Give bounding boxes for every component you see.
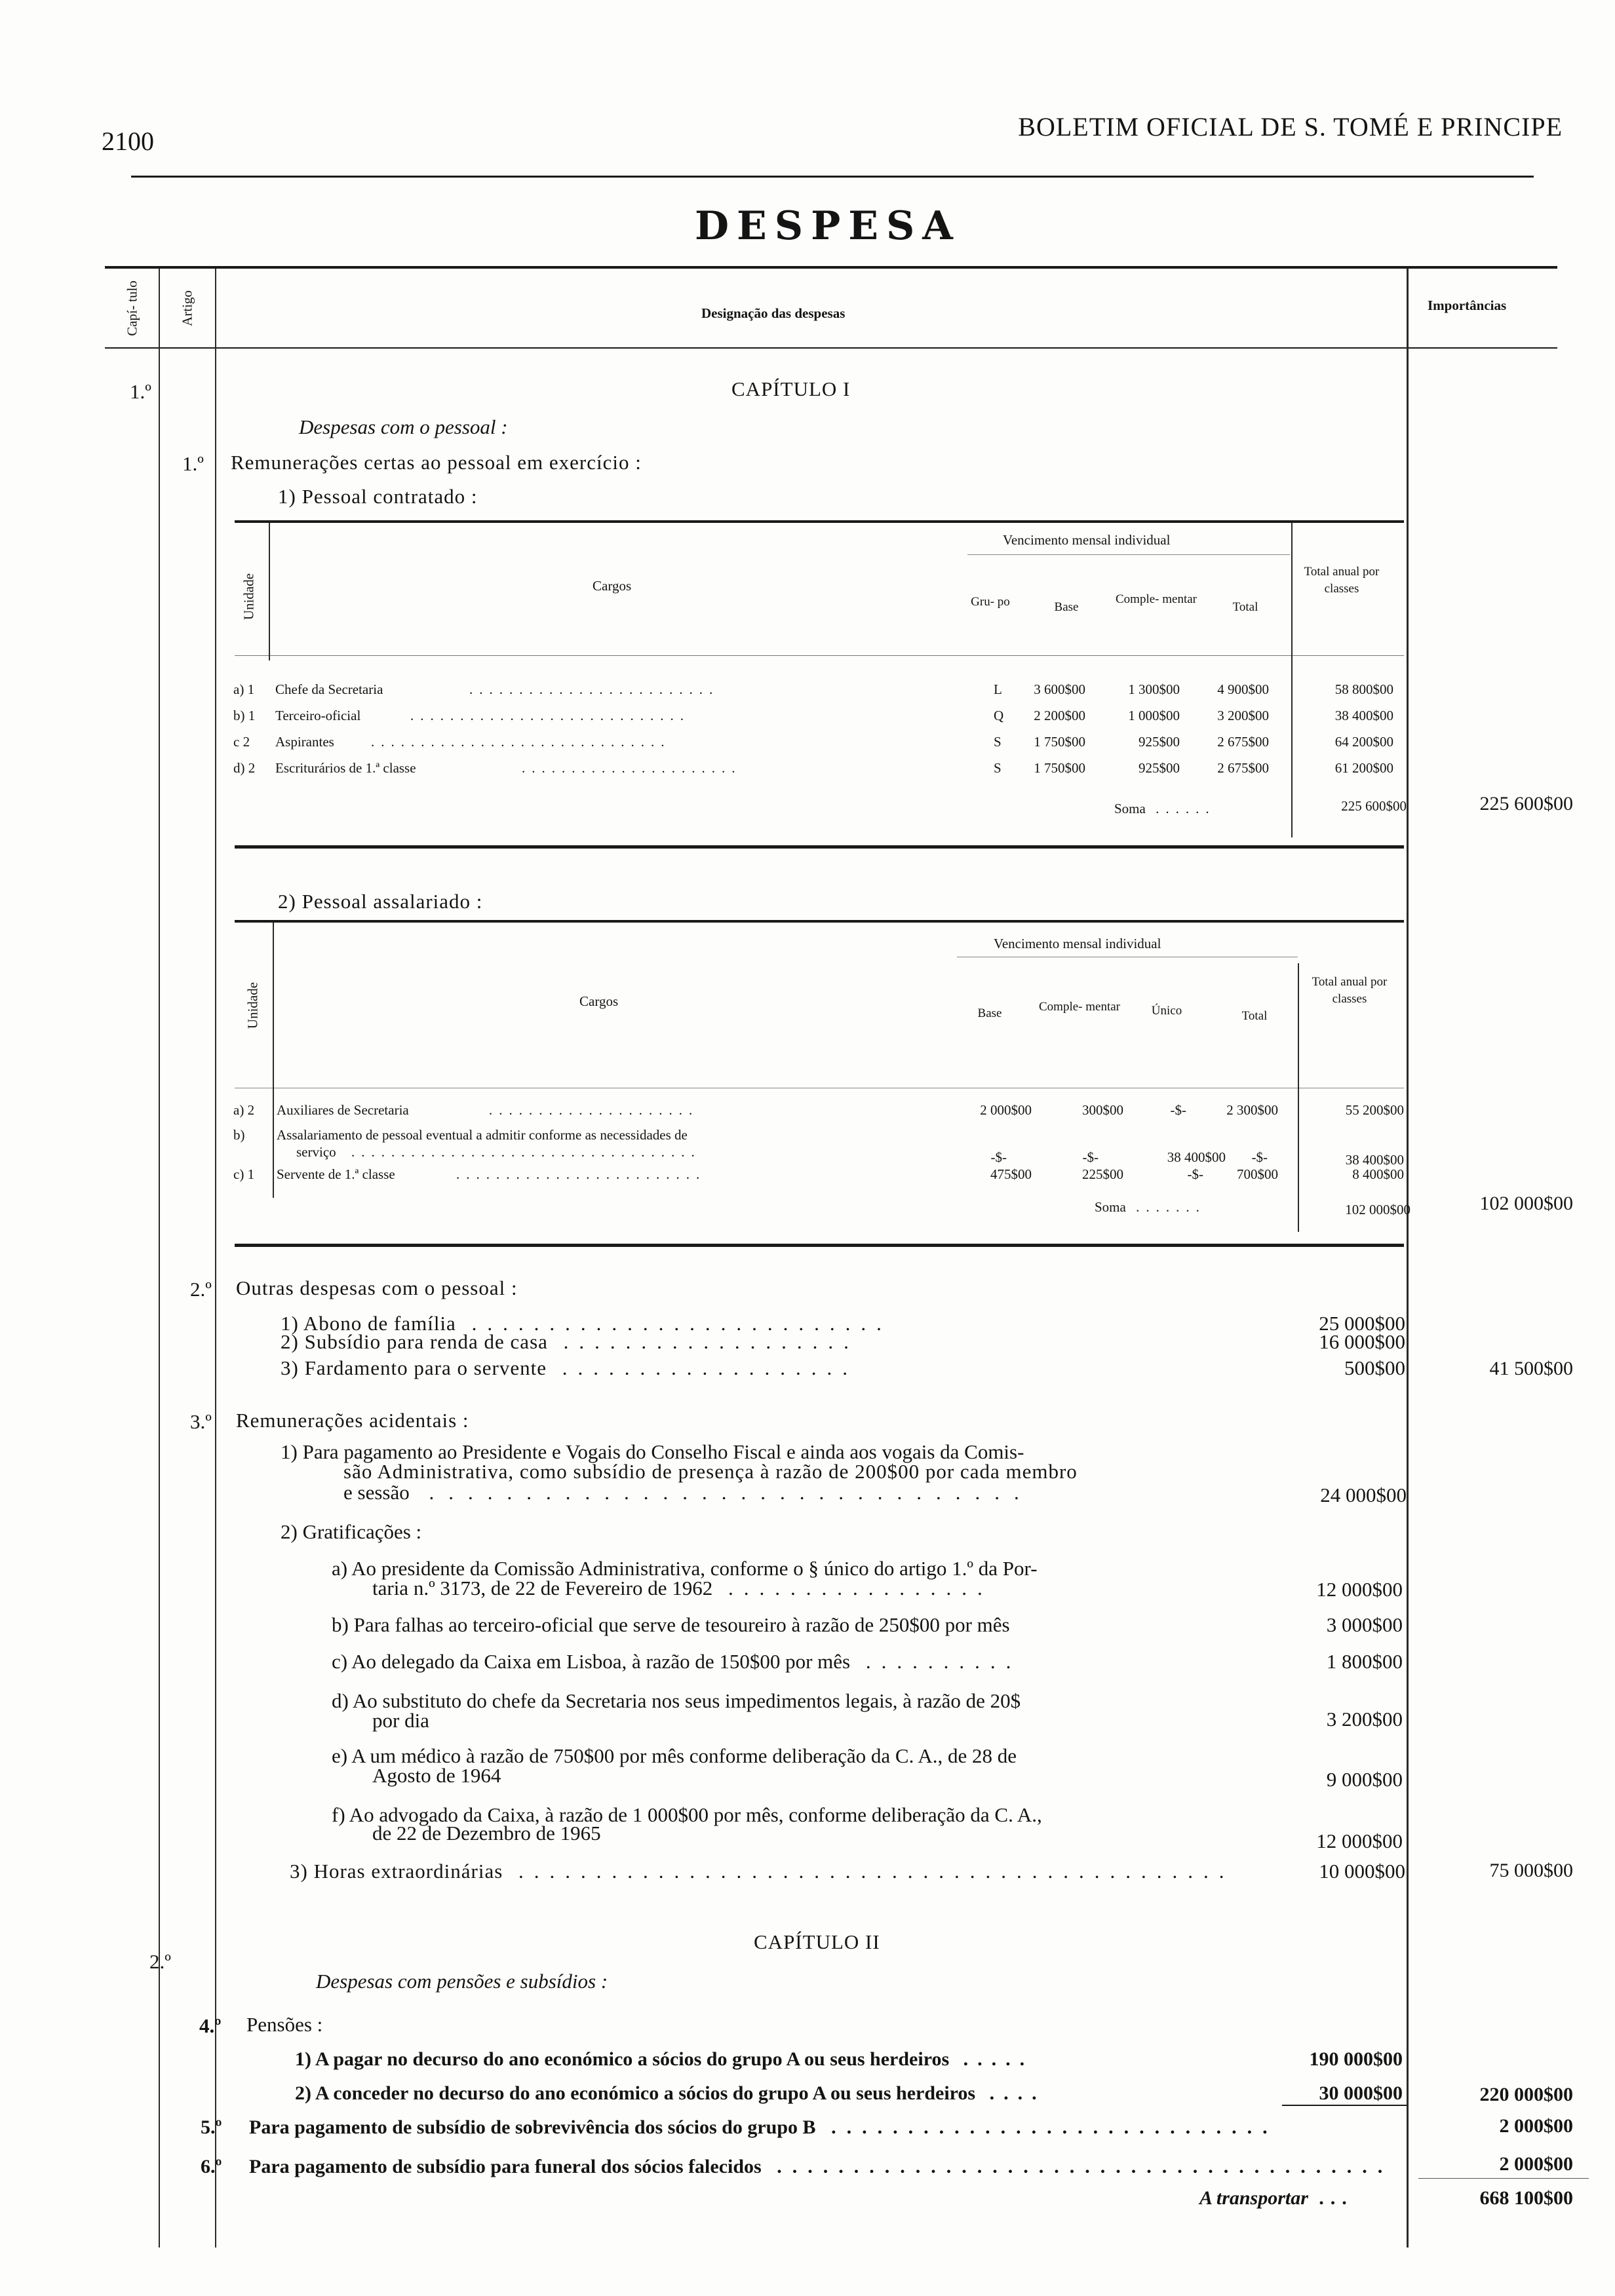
chapter1-number: 1.º xyxy=(130,380,151,403)
gratificacao-item: f) Ao advogado da Caixa, à razão de 1 000$00 por mês, conforme deliberação da C. A., de 22 de Dezembro de 1965 12 000$00 xyxy=(332,1803,1403,1852)
publication-title: BOLETIM OFICIAL DE S. TOMÉ E PRINCIPE xyxy=(1018,112,1563,142)
contratado-h-vencimento: Vencimento mensal individual xyxy=(1003,532,1171,548)
header-rule xyxy=(131,176,1534,178)
table-row: c 2 Aspirantes .............................. S 1 750$00 925$00 2 675$00 64 200$00 xyxy=(233,734,1393,750)
contratado-h-total: Total xyxy=(1232,600,1258,614)
assalariado-h-total: Total xyxy=(1241,1009,1268,1023)
article2-label: Outras despesas com o pessoal : xyxy=(236,1276,518,1299)
article6-number: 6.º xyxy=(201,2156,222,2177)
article6-text: Para pagamento de subsídio para funeral dos sócios falecidos ........................................ xyxy=(249,2156,1393,2177)
article1-label: Remunerações certas ao pessoal em exercício : xyxy=(231,451,642,474)
article1-number: 1.º xyxy=(182,452,204,475)
article4-label: Pensões : xyxy=(246,2013,323,2036)
chapter2-heading: CAPÍTULO II xyxy=(754,1930,880,1953)
article3-item1-line3: e sessão ............................... xyxy=(343,1481,1034,1504)
chapter1-subheading: Despesas com o pessoal : xyxy=(299,415,508,438)
contratado-soma-value: 225 600$00 xyxy=(1341,798,1407,814)
chapter2-number: 2.º xyxy=(149,1950,171,1973)
assalariado-h-total-anual: Total anual por classes xyxy=(1312,975,1388,1006)
gratificacao-item: e) A um médico à razão de 750$00 por mês conforme deliberação da C. A., de 28 de Agosto de 1964 9 000$00 xyxy=(332,1744,1403,1791)
article3-number: 3.º xyxy=(190,1410,212,1433)
contratado-h-cargos: Cargos xyxy=(593,578,632,594)
assalariado-soma-value: 102 000$00 xyxy=(1345,1202,1411,1217)
assalariado-h-cargos: Cargos xyxy=(579,993,619,1009)
article4-importancia: 220 000$00 xyxy=(1479,2084,1573,2105)
col-header-designacao: Designação das despesas xyxy=(701,305,846,321)
table-top-rule xyxy=(105,266,1557,269)
contratado-soma-label: Soma ...... xyxy=(1114,801,1216,816)
article3-item2-label: 2) Gratificações : xyxy=(281,1520,422,1543)
page-number: 2100 xyxy=(102,126,154,156)
assalariado-label: 2) Pessoal assalariado : xyxy=(278,890,483,913)
article5-text: Para pagamento de subsídio de sobrevivência dos sócios do grupo B ............................. xyxy=(249,2116,1278,2138)
assalariado-h-base: Base xyxy=(977,1006,1002,1020)
article6-importancia: 2 000$00 xyxy=(1499,2153,1573,2175)
table-row: d) 2 Escriturários de 1.ª classe ...................... S 1 750$00 925$00 2 675$00 61 200$00 xyxy=(233,760,1393,776)
contratado-h-total-anual: Total anual por classes xyxy=(1304,565,1380,596)
col-header-artigo: Artigo xyxy=(179,290,195,326)
table-row: b) Assalariamento de pessoal eventual a admitir conforme as necessidades de serviço ................................... -$- -$- 38 400$00 -$- 38 400$00 xyxy=(233,1127,1404,1168)
gratificacao-item: d) Ao substituto do chefe da Secretaria nos seus impedimentos legais, à razão de 20$ por dia 3 200$00 xyxy=(332,1689,1403,1732)
article5-importancia: 2 000$00 xyxy=(1499,2115,1573,2137)
col-divider-importancias xyxy=(1407,269,1409,2248)
assalariado-h-unidade: Unidade xyxy=(244,982,261,1029)
article3-item1-value: 24 000$00 xyxy=(1320,1483,1407,1506)
assalariado-importancia: 102 000$00 xyxy=(1479,1193,1573,1214)
article5-number: 5.º xyxy=(201,2116,222,2138)
footer-transportar-label: A transportar ... xyxy=(1199,2187,1354,2209)
footer-transportar-value: 668 100$00 xyxy=(1479,2187,1573,2209)
table-row: c) 1 Servente de 1.ª classe ......................... 475$00 225$00 -$- 700$00 8 400$00 xyxy=(233,1166,1404,1182)
contratado-h-complementar: Comple- mentar xyxy=(1116,592,1197,606)
article2-importancia: 41 500$00 xyxy=(1489,1358,1573,1379)
table-row: a) 1 Chefe da Secretaria ......................... L 3 600$00 1 300$00 4 900$00 58 800$00 xyxy=(233,681,1393,697)
col-header-capitulo: Capí- tulo xyxy=(124,280,140,336)
assalariado-h-vencimento: Vencimento mensal individual xyxy=(994,936,1161,951)
table-row: a) 2 Auxiliares de Secretaria ..................... 2 000$00 300$00 -$- 2 300$00 55 200$00 xyxy=(233,1102,1404,1118)
assalariado-h-complementar: Comple- mentar xyxy=(1039,1000,1120,1014)
list-item: 2) Subsídio para renda de casa ................... 16 000$00 xyxy=(281,1330,1405,1353)
article3-item1-line1: 1) Para pagamento ao Presidente e Vogais do Conselho Fiscal e ainda aos vogais da Comis- xyxy=(281,1440,1024,1463)
col-header-importancias: Importâncias xyxy=(1428,297,1507,313)
article2-number: 2.º xyxy=(190,1278,212,1301)
table-header-rule xyxy=(105,347,1557,349)
contratado-label: 1) Pessoal contratado : xyxy=(278,485,478,508)
gratificacao-item: a) Ao presidente da Comissão Administrativa, conforme o § único do artigo 1.º da Por- taria n.º 3173, de 22 de Fevereiro de 1962 ................. 12 000$00 xyxy=(332,1557,1403,1601)
assalariado-soma-label: Soma ....... xyxy=(1095,1199,1206,1215)
article3-importancia: 75 000$00 xyxy=(1489,1860,1573,1881)
gratificacao-item: c) Ao delegado da Caixa em Lisboa, à razão de 150$00 por mês .......... 1 800$00 xyxy=(332,1650,1403,1673)
article4-subtotal-rule xyxy=(1282,2105,1407,2106)
article3-item1-line2: são Administrativa, como subsídio de presença à razão de 200$00 por cada membro xyxy=(343,1460,1078,1483)
chapter1-heading: CAPÍTULO I xyxy=(731,377,851,400)
contratado-h-unidade: Unidade xyxy=(241,573,257,621)
col-divider-artigo xyxy=(215,269,216,2248)
list-item: 1) A pagar no decurso do ano económico a sócios do grupo A ou seus herdeiros ..... 190 000$00 xyxy=(295,2048,1403,2070)
article4-number: 4.º xyxy=(199,2014,222,2037)
contratado-h-grupo: Gru- po xyxy=(971,595,1010,609)
list-item: 1) Abono de família ........................... 25 000$00 xyxy=(281,1312,1405,1335)
footer-rule xyxy=(1418,2178,1589,2179)
contratado-h-base: Base xyxy=(1054,600,1079,614)
list-item: 3) Horas extraordinárias .............................................. 10 000$00 xyxy=(290,1860,1405,1883)
table-row: b) 1 Terceiro-oficial ............................ Q 2 200$00 1 000$00 3 200$00 38 400$00 xyxy=(233,708,1393,723)
assalariado-h-unico: Único xyxy=(1151,1004,1182,1018)
article3-label: Remunerações acidentais : xyxy=(236,1409,469,1432)
page-title: DESPESA xyxy=(695,203,961,249)
gratificacao-item: b) Para falhas ao terceiro-oficial que serve de tesoureiro à razão de 250$00 por mês 3 000$00 xyxy=(332,1613,1403,1636)
contratado-importancia: 225 600$00 xyxy=(1479,793,1573,814)
chapter2-subheading: Despesas com pensões e subsídios : xyxy=(316,1970,608,1993)
list-item: 2) A conceder no decurso do ano económico a sócios do grupo A ou seus herdeiros .... 30 000$00 xyxy=(295,2082,1403,2104)
list-item: 3) Fardamento para o servente ................... 500$00 xyxy=(281,1356,1405,1379)
